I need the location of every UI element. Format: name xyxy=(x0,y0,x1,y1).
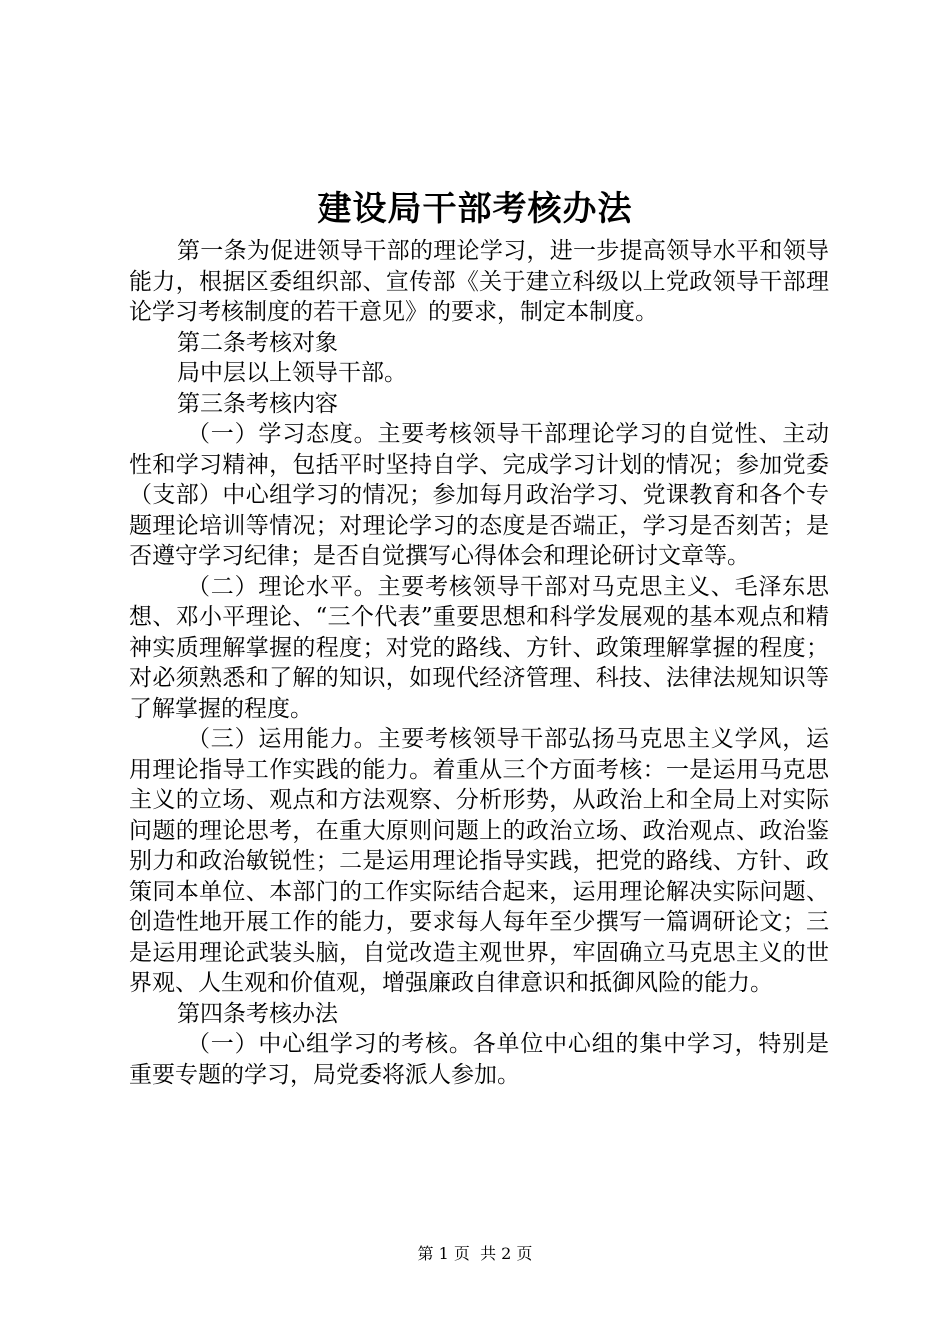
paragraph-application-ability: （三）运用能力。主要考核领导干部弘扬马克思主义学风，运用理论指导工作实践的能力。着重从三个方面考核：一是运用马克思主义的立场、观点和方法观察、分析形势，从政治上和全局上对实际问题的理论思考，在重大原则问题上的政治立场、政治观点、政治鉴别力和政治敏锐性；二是运用理论指导实践，把党的路线、方针、政策同本单位、本部门的工作实际结合起来，运用理论解决实际问题、创造性地开展工作的能力，要求每人每年至少撰写一篇调研论文；三是运用理论武装头脑，自觉改造主观世界，牢固确立马克思主义的世界观、人生观和价值观，增强廉政自律意识和抵御风险的能力。 xyxy=(129,726,829,996)
page-total: 共 2 页 xyxy=(480,1244,533,1263)
paragraph-group-study-assessment: （一）中心组学习的考核。各单位中心组的集中学习，特别是重要专题的学习，局党委将派人参加。 xyxy=(129,1031,829,1088)
heading-article-4: 第四条考核办法 xyxy=(177,1000,338,1027)
paragraph-assessment-target: 局中层以上领导干部。 xyxy=(177,360,407,386)
heading-article-2: 第二条考核对象 xyxy=(177,329,338,356)
page-footer xyxy=(0,1242,950,1266)
page-number: 第 1 页 xyxy=(417,1244,470,1263)
paragraph-learning-attitude: （一）学习态度。主要考核领导干部理论学习的自觉性、主动性和学习精神，包括平时坚持自学、完成学习计划的情况；参加党委（支部）中心组学习的情况；参加每月政治学习、党课教育和各个专题理论培训等情况；对理论学习的态度是否端正，学习是否刻苦；是否遵守学习纪律；是否自觉撰写心得体会和理论研讨文章等。 xyxy=(129,421,829,569)
document-body xyxy=(129,236,829,1090)
document-title: 建设局干部考核办法 xyxy=(317,189,633,229)
paragraph-theory-level: （二）理论水平。主要考核领导干部对马克思主义、毛泽东思想、邓小平理论、“三个代表”重要思想和科学发展观的基本观点和精神实质理解掌握的程度；对党的路线、方针、政策理解掌握的程度；对必须熟悉和了解的知识，如现代经济管理、科技、法律法规知识等了解掌握的程度。 xyxy=(129,573,829,722)
heading-article-3: 第三条考核内容 xyxy=(177,390,338,417)
paragraph-article-1: 第一条为促进领导干部的理论学习，进一步提高领导水平和领导能力，根据区委组织部、宣传部《关于建立科级以上党政领导干部理论学习考核制度的若干意见》的要求，制定本制度。 xyxy=(129,238,829,325)
